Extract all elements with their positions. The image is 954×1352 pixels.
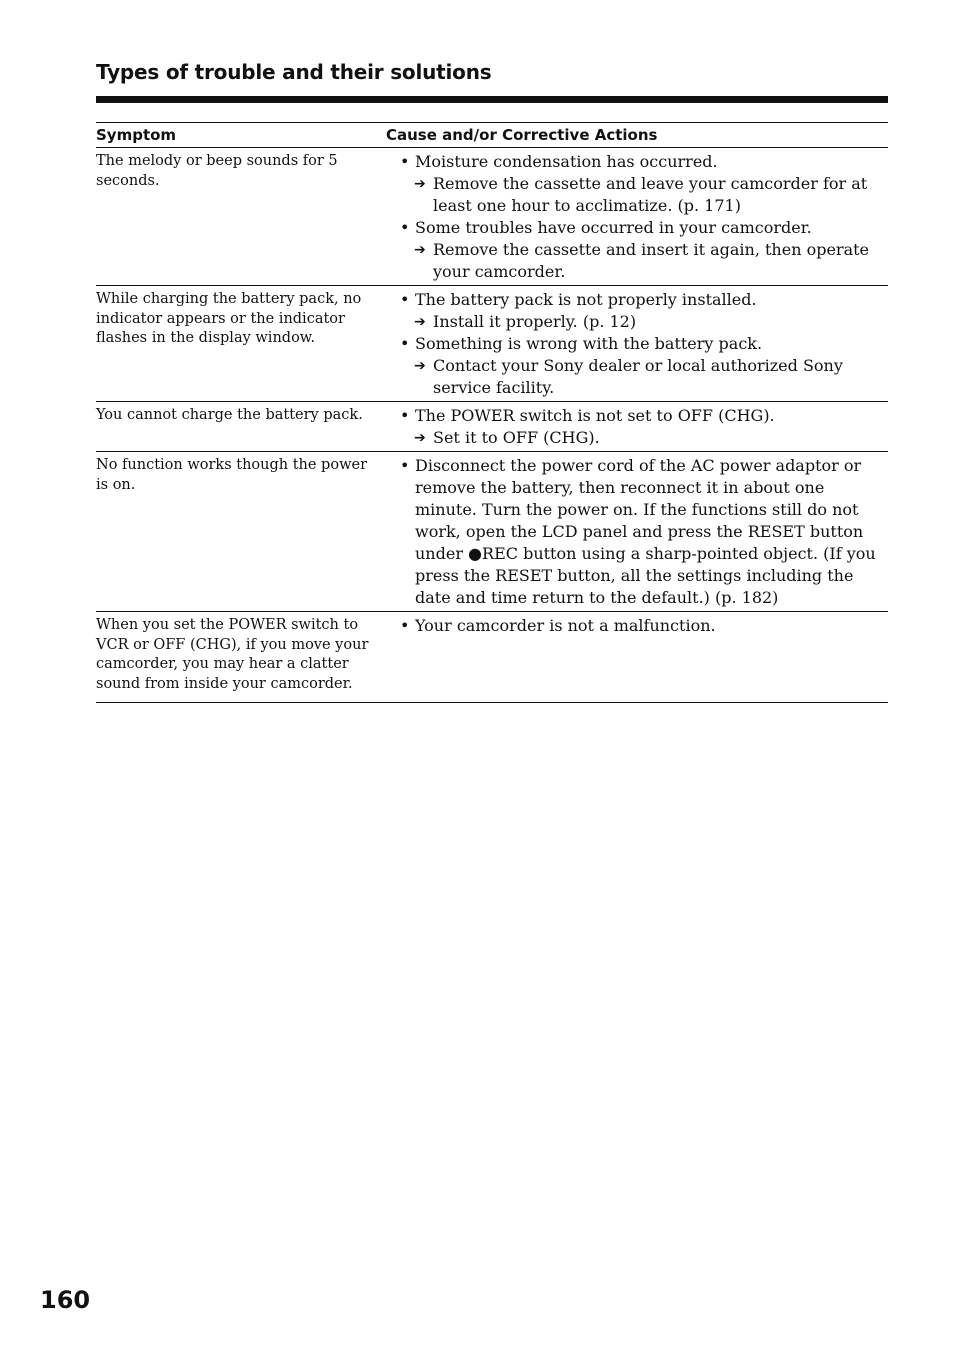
cause-cell — [386, 148, 888, 285]
cause-text: Some troubles have occurred in your camcorder. — [415, 218, 812, 237]
action-text: Set it to OFF (CHG). — [433, 428, 600, 447]
cause-text: The battery pack is not properly installed. — [415, 290, 757, 309]
cause-text: The POWER switch is not set to OFF (CHG). — [415, 406, 775, 425]
cause-text: Disconnect the power cord of the AC power adaptor or remove the battery, then reconnect it in about one minute. Turn the power on. If the functions still do not work, open the LCD panel and press the RESET button under ●REC button using a sharp-pointed object. (If you press the RESET button, all the settings including the date and time return to the default.) (p. 182) — [415, 456, 876, 607]
corrective-action — [386, 311, 888, 333]
action-text: Install it properly. (p. 12) — [433, 312, 637, 331]
cause-text: Your camcorder is not a malfunction. — [415, 616, 716, 635]
symptom-cell: No function works though the power is on. — [96, 457, 367, 493]
cause-text: Moisture condensation has occurred. — [415, 152, 718, 171]
cause-cell — [386, 612, 888, 702]
corrective-action — [386, 427, 888, 449]
bullet-icon: • — [400, 616, 410, 635]
bullet-icon: • — [400, 334, 410, 353]
page-number: 160 — [40, 1286, 91, 1314]
arrow-right-icon: ➔ — [414, 430, 426, 446]
corrective-action — [386, 173, 888, 217]
action-text: Contact your Sony dealer or local authorized Sony service facility. — [433, 356, 843, 397]
corrective-action — [386, 355, 888, 399]
cause-bullet — [386, 289, 888, 311]
arrow-right-icon: ➔ — [414, 176, 426, 192]
column-header-symptom: Symptom — [96, 126, 177, 144]
bullet-icon: • — [400, 456, 410, 475]
symptom-cell: You cannot charge the battery pack. — [96, 407, 363, 423]
table-row — [96, 612, 888, 703]
bullet-icon: • — [400, 290, 410, 309]
table-header-row — [96, 123, 888, 148]
section-title: Types of trouble and their solutions — [96, 60, 492, 84]
cause-bullet — [386, 151, 888, 173]
table-row — [96, 452, 888, 612]
cause-cell — [386, 402, 888, 451]
symptom-cell: While charging the battery pack, no indicator appears or the indicator flashes in the display window. — [96, 291, 362, 346]
table-row — [96, 402, 888, 452]
cause-cell — [386, 286, 888, 401]
cause-text: Something is wrong with the battery pack. — [415, 334, 763, 353]
bullet-icon: • — [400, 406, 410, 425]
cause-bullet — [386, 615, 888, 637]
bullet-icon: • — [400, 218, 410, 237]
arrow-right-icon: ➔ — [414, 358, 426, 374]
cause-bullet — [386, 333, 888, 355]
cause-bullet — [386, 217, 888, 239]
title-rule — [96, 96, 888, 103]
column-header-cause: Cause and/or Corrective Actions — [386, 126, 658, 144]
action-text: Remove the cassette and leave your camcorder for at least one hour to acclimatize. (p. 171) — [433, 174, 868, 215]
arrow-right-icon: ➔ — [414, 242, 426, 258]
action-text: Remove the cassette and insert it again, then operate your camcorder. — [433, 240, 870, 281]
symptom-cell: When you set the POWER switch to VCR or OFF (CHG), if you move your camcorder, you may hear a clatter sound from inside your camcorder. — [96, 617, 369, 692]
symptom-cell: The melody or beep sounds for 5 seconds. — [96, 153, 338, 189]
table-row — [96, 286, 888, 402]
cause-bullet — [386, 405, 888, 427]
trouble-table — [96, 122, 888, 703]
table-row — [96, 148, 888, 286]
table-body — [96, 148, 888, 703]
bullet-icon: • — [400, 152, 410, 171]
corrective-action — [386, 239, 888, 283]
cause-cell — [386, 452, 888, 611]
arrow-right-icon: ➔ — [414, 314, 426, 330]
cause-bullet — [386, 455, 888, 609]
